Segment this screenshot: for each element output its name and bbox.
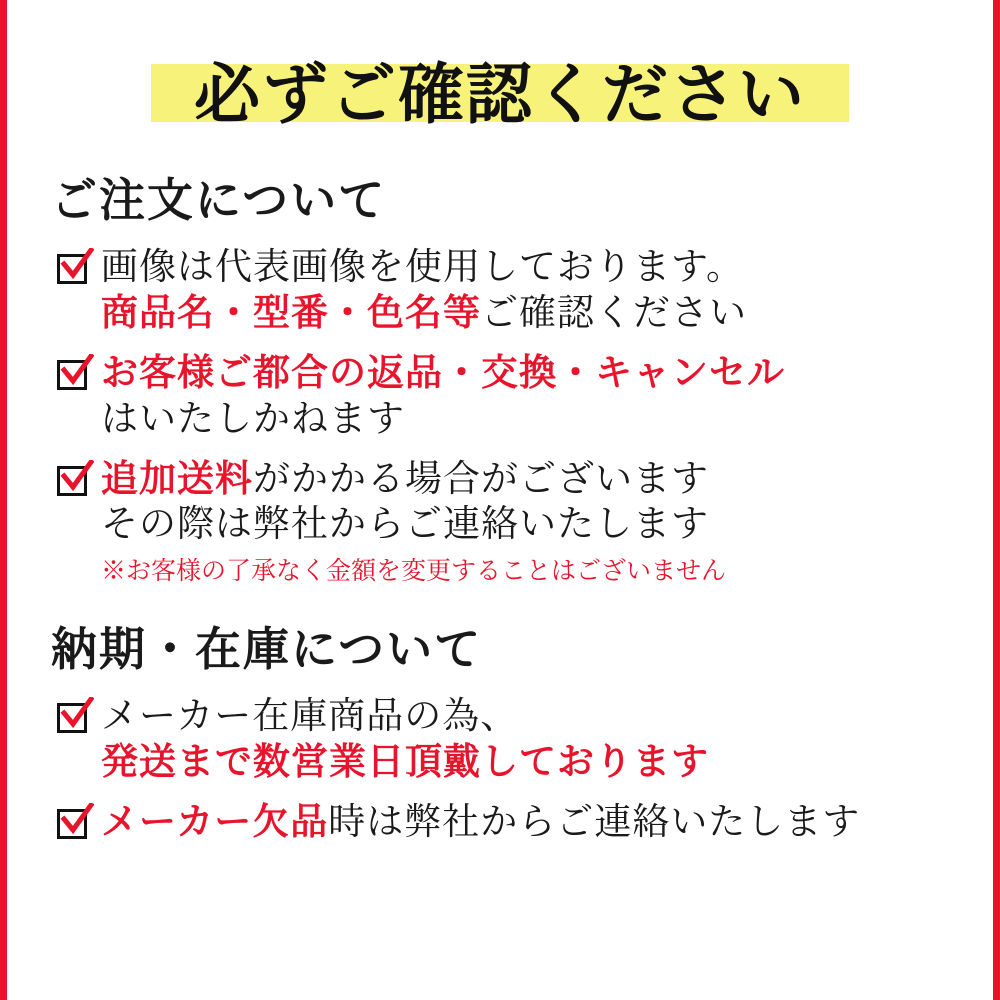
list-item-line: はいたしかねます (101, 396, 405, 440)
checkbox-checked-icon (55, 462, 95, 502)
list-item-lines (101, 350, 959, 442)
section-heading-orders: ご注文について (51, 173, 387, 227)
list-item-lines (101, 799, 959, 845)
page-title: 必ずご確認ください (194, 54, 806, 133)
checkbox-checked-icon (55, 699, 95, 739)
emphasis-text: 商品名・型番・色名等 (101, 289, 481, 334)
list-item-line: メーカー在庫商品の為、 (101, 694, 519, 738)
list-item-line: お客様ご都合の返品・交換・キャンセル (101, 349, 785, 394)
checkbox-checked-icon (55, 250, 95, 290)
plain-text: ご確認ください (481, 290, 747, 334)
plain-text: 時は弊社からご連絡いたします (328, 800, 861, 843)
list-item-line (101, 290, 959, 336)
list-item (55, 799, 959, 845)
checkbox-checked-icon (55, 805, 95, 845)
list-item-line: 発送まで数営業日頂戴しております (101, 739, 709, 784)
list-item (55, 350, 959, 442)
list-item-lines (101, 456, 959, 588)
list-item-line (101, 456, 959, 502)
emphasis-text: メーカー欠品 (101, 799, 329, 843)
list-item-lines (101, 693, 959, 785)
emphasis-text: 追加送料 (101, 455, 253, 500)
section-heading-delivery: 納期・在庫について (51, 622, 483, 677)
list-item (55, 244, 959, 336)
notice-content (7, 0, 993, 1000)
checkbox-checked-icon (55, 356, 95, 396)
page-title-area (41, 28, 959, 148)
list-item-line (101, 799, 959, 845)
list-item-line: その際は弊社からご連絡いたします (101, 502, 709, 546)
plain-text: がかかる場合がございます (253, 456, 709, 500)
list-item-note: ※お客様の了承なく金額を変更することはございません (101, 556, 727, 586)
list-item-lines (101, 244, 959, 336)
list-item (55, 456, 959, 588)
list-item (55, 693, 959, 785)
list-item-line: 画像は代表画像を使用しております。 (101, 245, 745, 288)
